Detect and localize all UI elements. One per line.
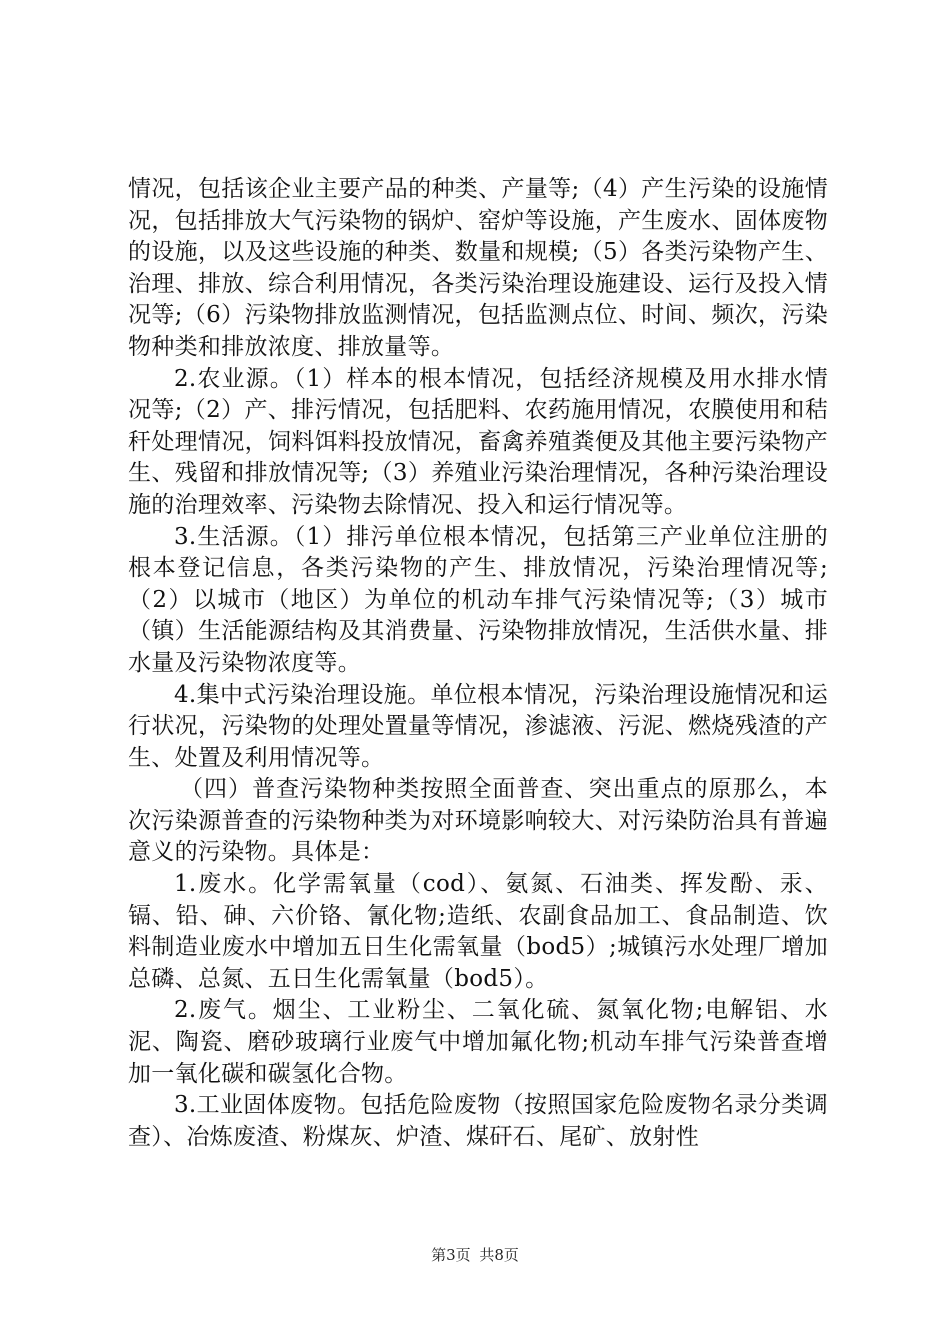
page-footer: [0, 1244, 950, 1265]
paragraph-industrial-source-continued: 情况，包括该企业主要产品的种类、产量等;（4）产生污染的设施情况，包括排放大气污染物的锅炉、窑炉等设施，产生废水、固体废物的设施，以及这些设施的种类、数量和规模;（5）各类污染物产生、治理、排放、综合利用情况，各类污染治理设施建设、运行及投入情况等;（6）污染物排放监测情况，包括监测点位、时间、频次，污染物种类和排放浓度、排放量等。: [128, 176, 828, 360]
paragraph-agricultural-source: 2.农业源。（1）样本的根本情况，包括经济规模及用水排水情况等;（2）产、排污情况，包括肥料、农药施用情况，农膜使用和秸秆处理情况，饲料饵料投放情况，畜禽养殖粪便及其他主要污染物产生、残留和排放情况等;（3）养殖业污染治理情况，各种污染治理设施的治理效率、污染物去除情况、投入和运行情况等。: [128, 365, 828, 518]
paragraph-pollutant-types-heading: （四）普查污染物种类按照全面普查、突出重点的原那么，本次污染源普查的污染物种类为对环境影响较大、对污染防治具有普遍意义的污染物。具体是：: [128, 776, 828, 866]
page-number: 第3页: [431, 1246, 471, 1264]
paragraph-industrial-solid-waste: 3.工业固体废物。包括危险废物（按照国家危险废物名录分类调查）、冶炼废渣、粉煤灰、炉渣、煤矸石、尾矿、放射性: [128, 1092, 828, 1150]
paragraph-wastewater: 1.废水。化学需氧量（cod）、氨氮、石油类、挥发酚、汞、镉、铅、砷、六价铬、氰化物;造纸、农副食品加工、食品制造、饮料制造业废水中增加五日生化需氧量（bod5）;城镇污水处理厂增加总磷、总氮、五日生化需氧量（bod5）。: [128, 871, 828, 992]
paragraph-centralized-treatment: 4.集中式污染治理设施。单位根本情况，污染治理设施情况和运行状况，污染物的处理处置量等情况，渗滤液、污泥、燃烧残渣的产生、处置及利用情况等。: [128, 681, 828, 771]
paragraph-domestic-source: 3.生活源。（1）排污单位根本情况，包括第三产业单位注册的根本登记信息，各类污染物的产生、排放情况，污染治理情况等;（2）以城市（地区）为单位的机动车排气污染情况等;（3）城市（镇）生活能源结构及其消费量、污染物排放情况，生活供水量、排水量及污染物浓度等。: [128, 523, 828, 676]
document-body: [128, 174, 828, 1153]
paragraph-exhaust-gas: 2.废气。烟尘、工业粉尘、二氧化硫、氮氧化物;电解铝、水泥、陶瓷、磨砂玻璃行业废气中增加氟化物;机动车排气污染普查增加一氧化碳和碳氢化合物。: [128, 997, 828, 1087]
page-total: 共8页: [479, 1246, 519, 1264]
